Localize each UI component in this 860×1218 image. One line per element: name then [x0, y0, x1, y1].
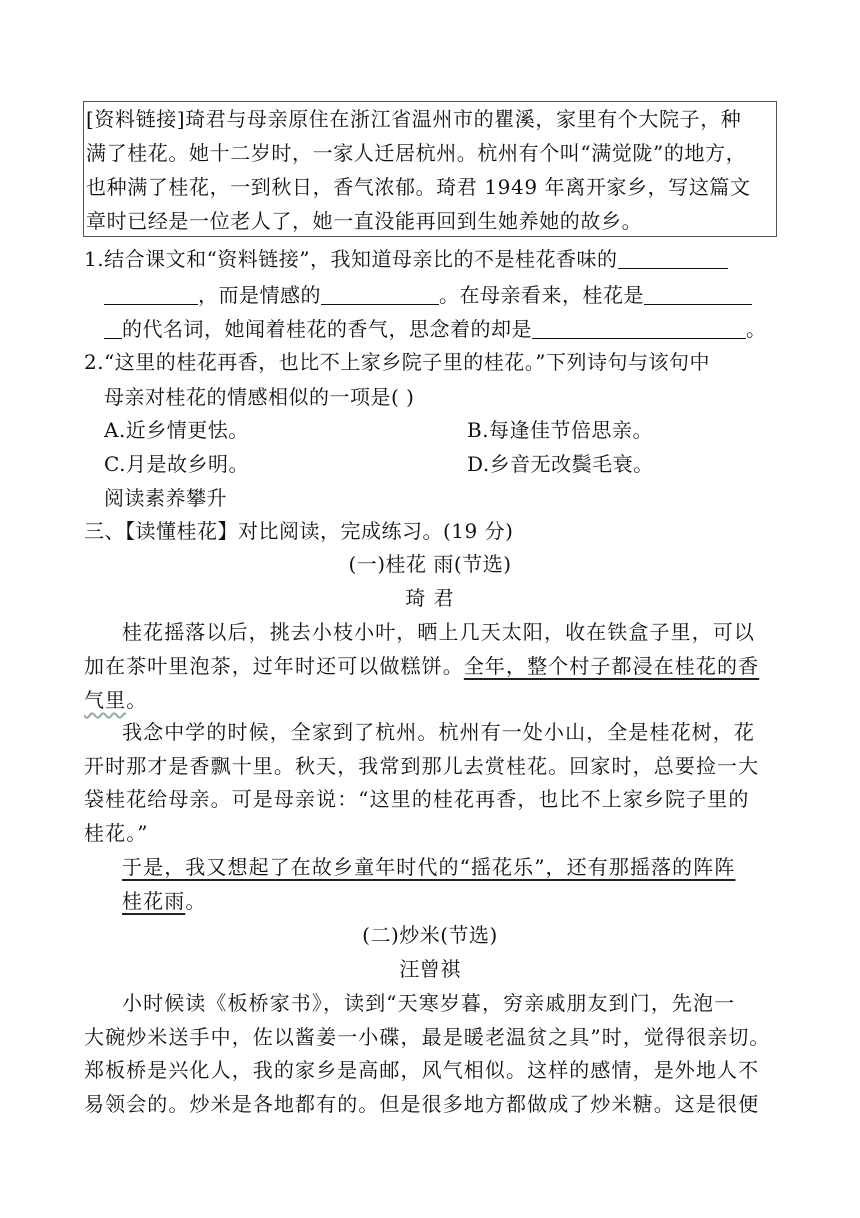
option-a[interactable]: A.近乡情更怯。	[104, 418, 249, 442]
passage-2-author: 汪曾祺	[399, 957, 461, 981]
passage-2-line: 小时候读《板桥家书》，读到“天寒岁暮，穷亲戚朋友到门，先泡一	[122, 991, 736, 1015]
passage-1-line: 袋桂花给母亲。可是母亲说：“这里的桂花再香，也比不上家乡院子里的	[84, 787, 750, 811]
passage-1-line	[84, 650, 778, 679]
answer-blank[interactable]	[618, 246, 728, 269]
passage-2-title: (二)炒米(节选)	[362, 923, 498, 947]
question-1-text: 的代名词，她闻着桂花的香气，思念着的却是	[122, 317, 532, 341]
option-c[interactable]: C.月是故乡明。	[104, 452, 249, 476]
question-2-stem: 2.“这里的桂花再香，也比不上家乡院子里的桂花。”下列诗句与该句中	[84, 350, 711, 374]
section-label: 阅读素养攀升	[104, 486, 227, 510]
question-1-line-3	[104, 313, 767, 342]
answer-blank[interactable]	[104, 282, 198, 305]
passage-text: 加在茶叶里泡茶，过年时还可以做糕饼。	[84, 654, 464, 678]
question-1-line-2	[104, 279, 752, 308]
material-line: 也种满了桂花，一到秋日，香气浓郁。琦君 1949 年离开家乡，写这篇文	[86, 175, 751, 199]
question-1-text: 。	[746, 317, 767, 341]
passage-1-title: (一)桂花 雨(节选)	[348, 552, 512, 576]
material-line: 章时已经是一位老人了，她一直没能再回到生她养她的故乡。	[86, 209, 643, 233]
question-2-stem: 母亲对桂花的情感相似的一项是( )	[104, 385, 415, 409]
passage-2-line: 郑板桥是兴化人，我的家乡是高邮，风气相似。这样的感情，是外地人不	[84, 1058, 760, 1082]
passage-text: 。	[126, 688, 148, 712]
passage-2-line: 大碗炒米送手中，佐以酱姜一小碟，最是暖老温贫之具”时，觉得很亲切。	[84, 1025, 771, 1049]
section-3-title: 三、【读懂桂花】对比阅读，完成练习。(19 分)	[84, 519, 514, 543]
passage-1-author: 琦 君	[405, 586, 455, 610]
option-b[interactable]: B.每逢佳节倍思亲。	[467, 418, 654, 442]
passage-text: 。	[185, 889, 207, 913]
material-line: [资料链接]琦君与母亲原住在浙江省温州市的瞿溪，家里有个大院子，种	[86, 107, 742, 131]
material-box	[83, 101, 777, 237]
underlined-sentence: 桂花雨	[122, 889, 186, 913]
material-line: 满了桂花。她十二岁时，一家人迁居杭州。杭州有个叫“满觉陇”的地方，	[86, 141, 747, 165]
passage-1-line: 桂花摇落以后，挑去小枝小叶，晒上几天太阳，收在铁盒子里，可以	[122, 620, 755, 644]
passage-1-line: 开时那才是香飘十里。秋天，我常到那儿去赏桂花。回家时，总要捡一大	[84, 754, 760, 778]
answer-blank[interactable]	[104, 316, 122, 339]
passage-1-line	[122, 885, 816, 914]
question-1-text: 。在母亲看来，桂花是	[439, 283, 644, 307]
passage-1-line: 桂花。”	[84, 821, 149, 845]
underlined-sentence: 全年，整个村子都浸在桂花的香	[463, 654, 760, 678]
underlined-sentence: 气里	[84, 688, 127, 712]
question-1-text: 1.结合课文和“资料链接”，我知道母亲比的不是桂花香味的	[84, 247, 618, 271]
answer-blank[interactable]	[532, 316, 746, 339]
answer-blank[interactable]	[644, 282, 752, 305]
question-1-text: ，而是情感的	[198, 283, 321, 307]
passage-2-line: 易领会的。炒米是各地都有的。但是很多地方都做成了炒米糖。这是很便	[84, 1092, 760, 1116]
passage-1-line	[84, 684, 778, 713]
answer-blank[interactable]	[321, 282, 439, 305]
option-d[interactable]: D.乡音无改鬓毛衰。	[467, 452, 654, 476]
underlined-sentence: 于是，我又想起了在故乡童年时代的“摇花乐”，还有那摇落的阵阵	[122, 855, 736, 879]
question-1-line-1	[84, 243, 728, 272]
passage-1-line: 我念中学的时候，全家到了杭州。杭州有一处小山，全是桂花树，花	[122, 720, 755, 744]
